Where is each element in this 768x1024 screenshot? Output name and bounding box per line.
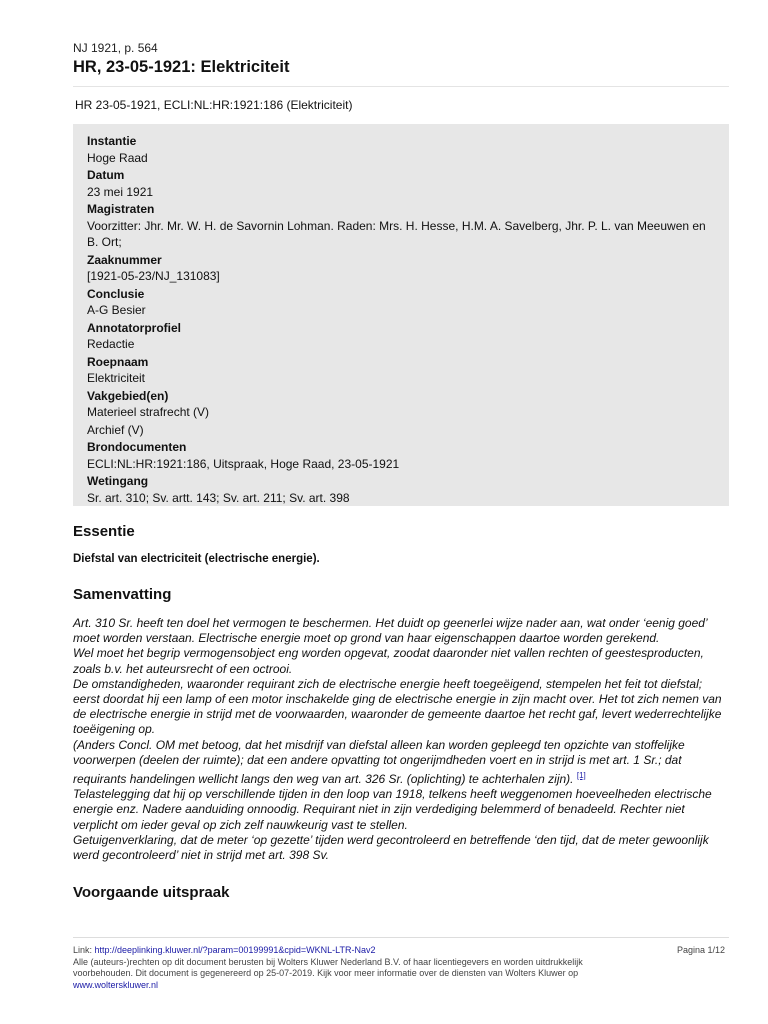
meta-item bbox=[87, 201, 715, 251]
meta-item bbox=[87, 286, 715, 319]
deeplink[interactable]: http://deeplinking.kluwer.nl/?param=00199991&cpid=WKNL-LTR-Nav2 bbox=[94, 945, 376, 955]
footer-divider bbox=[73, 937, 729, 938]
page-number: Pagina 1/12 bbox=[677, 945, 726, 955]
meta-value: Archief (V) bbox=[87, 422, 144, 437]
meta-item bbox=[87, 252, 715, 285]
meta-value: Voorzitter: Jhr. Mr. W. H. de Savornin Lohman. Raden: Mrs. H. Hesse, H.M. A. Savelberg, Jhr. P. L. van Meeuwen en B. Ort; bbox=[87, 218, 706, 249]
footnote-link[interactable]: [1] bbox=[576, 771, 586, 781]
meta-item bbox=[87, 354, 715, 387]
title-divider bbox=[73, 86, 729, 87]
meta-item bbox=[87, 133, 715, 166]
meta-label: Brondocumenten bbox=[87, 440, 187, 454]
metadata-panel bbox=[73, 124, 729, 506]
summary-paragraph: Art. 310 Sr. heeft ten doel het vermogen te beschermen. Het duidt op geenerlei wijze nader aan, wat onder ‘eenig goed’ moet worden verstaan. Electrische energie moet op grond van haar eigenschappen daartoe worden gerekend. bbox=[73, 616, 707, 646]
meta-value: Elektriciteit bbox=[87, 371, 146, 385]
meta-item bbox=[87, 388, 715, 439]
samenvatting-heading: Samenvatting bbox=[73, 586, 172, 603]
meta-value: 23 mei 1921 bbox=[87, 184, 154, 199]
citation: NJ 1921, p. 564 bbox=[73, 41, 158, 55]
voorgaande-heading: Voorgaande uitspraak bbox=[73, 884, 230, 901]
meta-label: Vakgebied(en) bbox=[87, 388, 169, 403]
meta-item bbox=[87, 320, 715, 353]
essentie-heading: Essentie bbox=[73, 523, 135, 540]
wolterskluwer-link[interactable]: www.wolterskluwer.nl bbox=[73, 979, 159, 990]
meta-value: [1921-05-23/NJ_131083] bbox=[87, 269, 220, 283]
meta-label: Magistraten bbox=[87, 202, 155, 216]
page-title: HR, 23-05-1921: Elektriciteit bbox=[73, 58, 290, 76]
meta-value: A-G Besier bbox=[87, 303, 146, 317]
summary-paragraph: Getuigenverklaring, dat de meter ‘op gezette’ tijden werd gecontroleerd en betreffende ‘den tijd, dat de meter gewoonlijk werd gecontroleerd’ niet in strijd met art. 398 Sv. bbox=[73, 832, 709, 863]
meta-item bbox=[87, 473, 715, 506]
meta-value: Materieel strafrecht (V) bbox=[87, 405, 210, 419]
summary-text: (Anders Concl. OM met betoog, dat het misdrijf van diefstal alleen kan worden gepleegd ten opzichte van stoffelijke voorwerpen (deelen der ruimte); dat een andere opvatting tot ongerijmdheden voert en in strijd is met art. 1 Sr.; dat requirants handelingen wellicht langs den weg van art. 326 Sr. (oplichting) te achterhalen zijn). bbox=[73, 737, 685, 787]
meta-label: Roepnaam bbox=[87, 354, 149, 369]
meta-label: Zaaknummer bbox=[87, 252, 162, 267]
meta-label: Wetingang bbox=[87, 474, 149, 488]
summary-paragraph: Telastelegging dat hij op verschillende tijden in den loop van 1918, telkens heeft weggenomen hoeveelheden electrische energie enz. Nadere aanduiding onnoodig. Requirant niet in zijn verdediging belemmerd of benadeeld. Rechter niet verplicht om ieder geval op zich zelf nauwkeurig vast te stellen. bbox=[73, 787, 712, 832]
footer-copyright: Alle (auteurs-)rechten op dit document berusten bij Wolters Kluwer Nederland B.V. of haar licentiegevers en worden uitdrukkelijk voorbehouden. Dit document is gegenereerd op 25-07-2019. Kijk voor meer informatie over de diensten van Wolters Kluwer op bbox=[73, 956, 583, 978]
meta-item bbox=[87, 439, 715, 472]
meta-label: Conclusie bbox=[87, 286, 145, 301]
document-subtitle: HR 23-05-1921, ECLI:NL:HR:1921:186 (Elektriciteit) bbox=[75, 98, 353, 112]
samenvatting-body bbox=[73, 616, 729, 863]
footer bbox=[73, 945, 633, 991]
summary-paragraph bbox=[73, 738, 729, 788]
meta-value: Sr. art. 310; Sv. artt. 143; Sv. art. 211; Sv. art. 398 bbox=[87, 490, 350, 505]
meta-value: Redactie bbox=[87, 337, 135, 351]
meta-label: Instantie bbox=[87, 134, 137, 148]
summary-paragraph: De omstandigheden, waaronder requirant zich de electrische energie heeft toegeëigend, stempelen het feit tot diefstal; eerst doordat hij een lamp of een motor inschakelde ging de electrische energie in zijn macht over. Het tot zich nemen van de electrische energie in strijd met de voorwaarden, waaronder de gemeente daartoe het recht gaf, levert wederrechtelijke toeëigening op. bbox=[73, 676, 722, 737]
meta-value: ECLI:NL:HR:1921:186, Uitspraak, Hoge Raad, 23-05-1921 bbox=[87, 456, 400, 471]
summary-paragraph: Wel moet het begrip vermogensobject eng worden opgevat, zoodat daaronder niet vallen rechten of geestesproducten, zoals b.v. het auteursrecht of een octrooi. bbox=[73, 646, 704, 676]
meta-label: Annotatorprofiel bbox=[87, 320, 181, 335]
essentie-text: Diefstal van electriciteit (electrische energie). bbox=[73, 553, 320, 565]
meta-label: Datum bbox=[87, 168, 125, 182]
meta-item bbox=[87, 167, 715, 200]
meta-value: Hoge Raad bbox=[87, 150, 148, 165]
footer-link-label: Link: bbox=[73, 945, 95, 955]
